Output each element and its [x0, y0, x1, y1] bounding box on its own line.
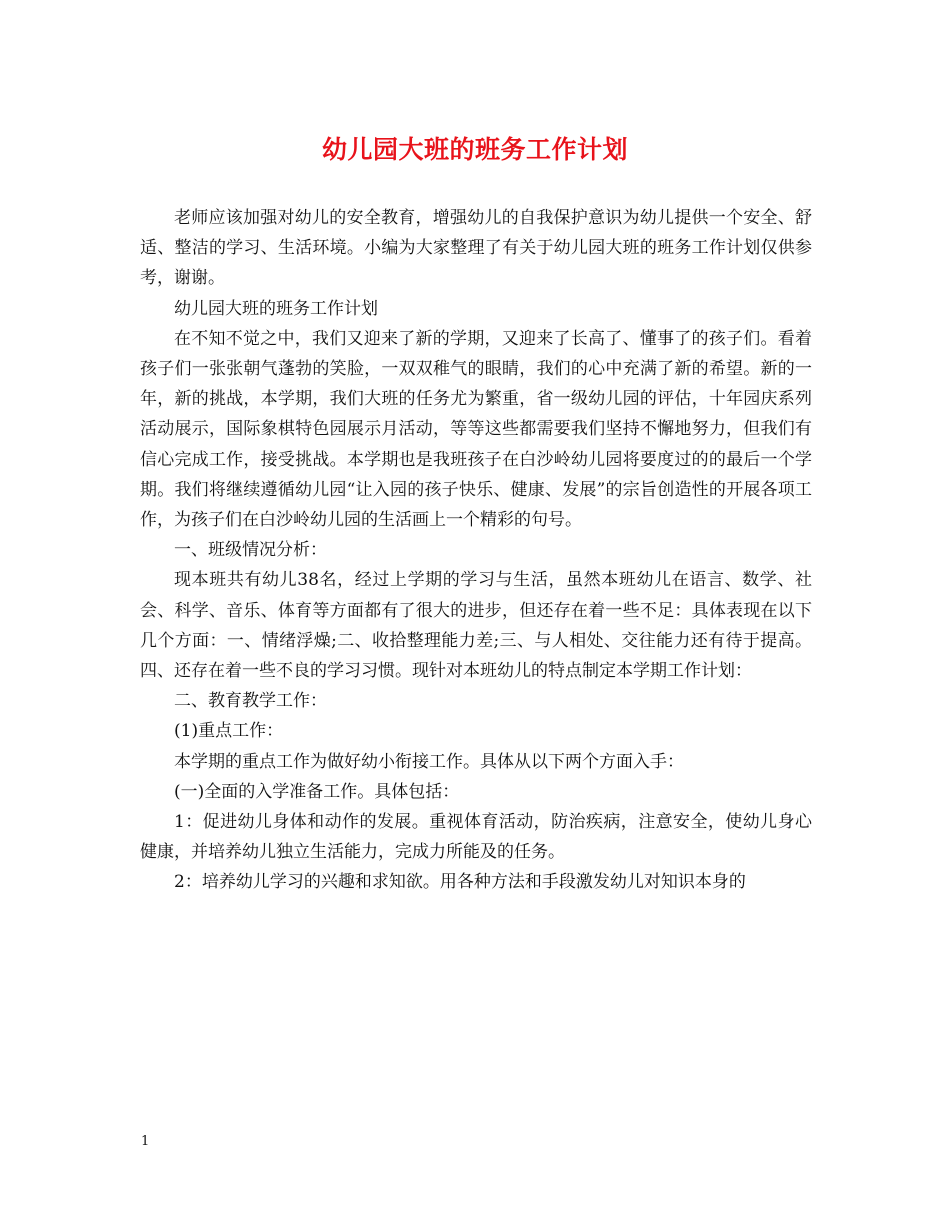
section-heading-teaching: 二、教育教学工作： — [174, 691, 327, 712]
document-body — [140, 203, 812, 898]
paragraph-intro: 老师应该加强对幼儿的安全教育，增强幼儿的自我保护意识为幼儿提供一个安全、舒适、整洁的学习、生活环境。小编为大家整理了有关于幼儿园大班的班务工作计划仅供参考，谢谢。 — [140, 208, 812, 289]
page-number: 1 — [141, 1134, 150, 1149]
paragraph-subtitle: 幼儿园大班的班务工作计划 — [174, 298, 378, 319]
subsection-heading-key-work: (1)重点工作： — [174, 721, 284, 742]
paragraph-opening: 在不知不觉之中，我们又迎来了新的学期，又迎来了长高了、懂事了的孩子们。看着孩子们一张张朝气蓬勃的笑脸，一双双稚气的眼睛，我们的心中充满了新的希望。新的一年，新的挑战，本学期，我们大班的任务尤为繁重，省一级幼儿园的评估，十年园庆系列活动展示，国际象棋特色园展示月活动，等等这些都需要我们坚持不懈地努力，但我们有信心完成工作，接受挑战。本学期也是我班孩子在白沙岭幼儿园将要度过的的最后一个学期。我们将继续遵循幼儿园“让入园的孩子快乐、健康、发展”的宗旨创造性的开展各项工作，为孩子们在白沙岭幼儿园的生活画上一个精彩的句号。 — [140, 328, 812, 531]
section-heading-class-analysis: 一、班级情况分析： — [174, 540, 327, 561]
list-item-1: 1：促进幼儿身体和动作的发展。重视体育活动，防治疾病，注意安全，使幼儿身心健康，并培养幼儿独立生活能力，完成力所能及的任务。 — [140, 812, 812, 863]
paragraph-key-work: 本学期的重点工作为做好幼小衔接工作。具体从以下两个方面入手： — [174, 751, 684, 772]
document-title: 幼儿园大班的班务工作计划 — [321, 135, 628, 164]
list-item-2: 2：培养幼儿学习的兴趣和求知欲。用各种方法和手段激发幼儿对知识本身的 — [174, 872, 746, 893]
subsection-heading-preparation: (一)全面的入学准备工作。具体包括： — [174, 781, 460, 802]
paragraph-class-analysis: 现本班共有幼儿38名，经过上学期的学习与生活，虽然本班幼儿在语言、数学、社会、科学、音乐、体育等方面都有了很大的进步，但还存在着一些不足：具体表现在以下几个方面：一、情绪浮燥;二、收拾整理能力差;三、与人相处、交往能力还有待于提高。四、还存在着一些不良的学习习惯。现针对本班幼儿的特点制定本学期工作计划： — [140, 570, 812, 682]
